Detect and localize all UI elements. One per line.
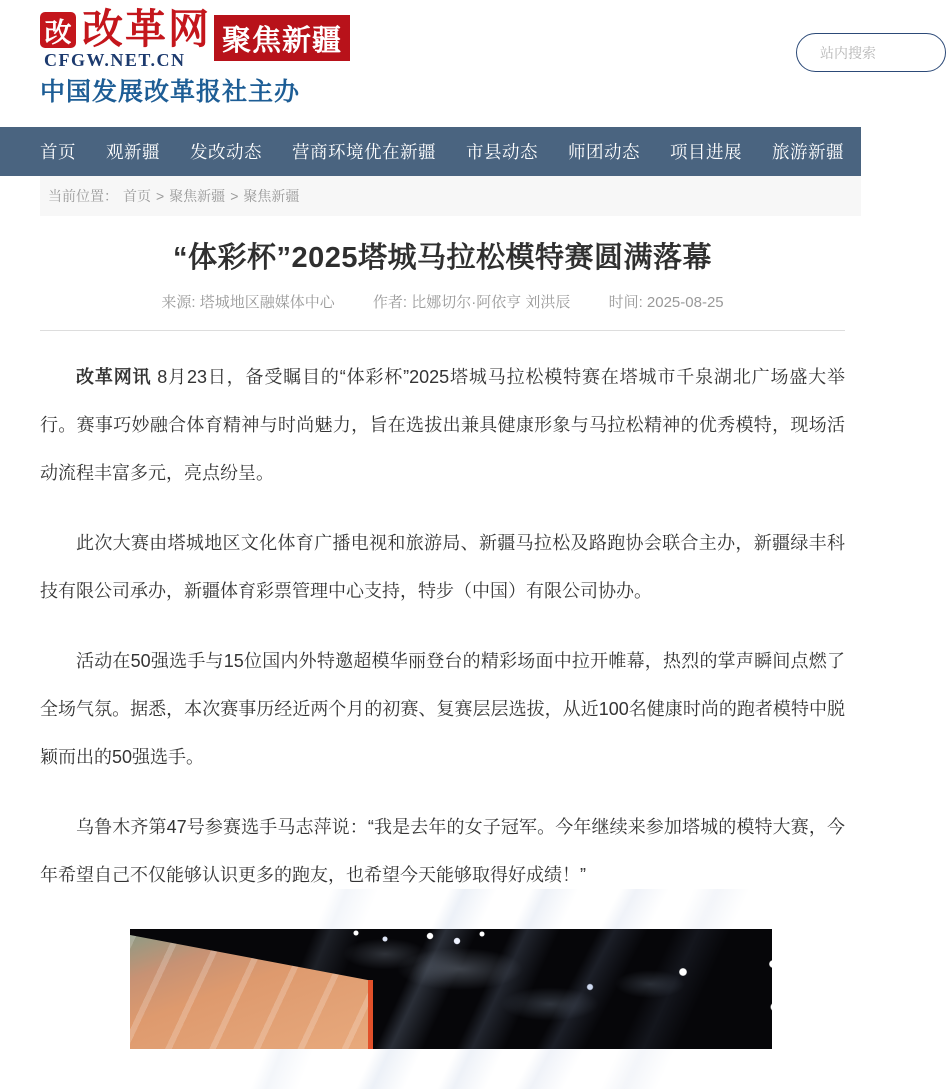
meta-author: 作者: 比娜切尔·阿依亨 刘洪辰 — [372, 294, 571, 311]
paragraph-3: 活动在50强选手与15位国内外特邀超模华丽登台的精彩场面中拉开帷幕，热烈的掌声瞬间点燃了全场气氛。据悉，本次赛事历经近两个月的初赛、复赛层层选拔，从近100名健康时尚的跑者模特中脱颖而出的50强选手。 — [40, 651, 845, 767]
nav-item-home[interactable]: 首页 — [40, 142, 76, 162]
nav-item-guan-xinjiang[interactable]: 观新疆 — [106, 142, 160, 162]
breadcrumb-prefix: 当前位置： — [48, 188, 118, 204]
site-logo[interactable] — [40, 8, 350, 71]
breadcrumb — [40, 176, 861, 216]
paragraph-2: 此次大赛由塔城地区文化体育广播电视和旅游局、新疆马拉松及路跑协会联合主办，新疆绿丰科技有限公司承办，新疆体育彩票管理中心支持，特步（中国）有限公司协办。 — [40, 533, 845, 601]
main-nav — [0, 127, 892, 176]
article-meta — [40, 291, 845, 312]
site-subtitle: 中国发展改革报社主办 — [40, 78, 301, 106]
nav-item-fagai-dongtai[interactable]: 发改动态 — [190, 142, 262, 162]
site-header — [0, 0, 861, 127]
breadcrumb-link-section[interactable]: 聚焦新疆 — [243, 188, 300, 204]
breadcrumb-link-channel[interactable]: 聚焦新疆 — [169, 188, 226, 204]
paragraph-1: 改革网讯 8月23日，备受瞩目的“体彩杯”2025塔城马拉松模特赛在塔城市千泉湖北广场盛大举行。赛事巧妙融合体育精神与时尚魅力，旨在选拔出兼具健康形象与马拉松精神的优秀模特，现场活动流程丰富多元，亮点纷呈。 — [40, 367, 846, 483]
site-domain: CFGW.NET.CN — [44, 50, 186, 70]
divider — [40, 330, 845, 331]
nav-item-yingshang-huanjing[interactable]: 营商环境优在新疆 — [292, 142, 436, 162]
breadcrumb-link-home[interactable]: 首页 — [123, 188, 151, 204]
stage-led-screen-edge — [368, 980, 373, 1049]
focus-xinjiang-badge: 聚焦新疆 — [214, 15, 350, 61]
article — [40, 235, 861, 1049]
meta-time: 时间: 2025-08-25 — [608, 294, 724, 311]
site-search[interactable] — [796, 33, 946, 72]
seal-logo-icon: 改 — [40, 12, 76, 48]
article-image — [130, 929, 772, 1049]
article-title: “体彩杯”2025塔城马拉松模特赛圆满落幕 — [172, 242, 712, 274]
site-name: 改革网 — [82, 6, 211, 52]
article-body — [40, 353, 845, 899]
breadcrumb-separator: > — [156, 188, 165, 204]
search-input[interactable] — [797, 45, 945, 61]
nav-item-lvyou-xinjiang[interactable]: 旅游新疆 — [772, 142, 844, 162]
nav-item-xiangmu-jinzhan[interactable]: 项目进展 — [670, 142, 742, 162]
nav-item-shituan-dongtai[interactable]: 师团动态 — [568, 142, 640, 162]
nav-item-truncated[interactable]: 金 — [874, 142, 892, 162]
paragraph-4: 乌鲁木齐第47号参赛选手马志萍说：“我是去年的女子冠军。今年继续来参加塔城的模特大赛，今年希望自己不仅能够认识更多的跑友，也希望今天能够取得好成绩！” — [40, 817, 845, 885]
nav-item-shixian-dongtai[interactable]: 市县动态 — [466, 142, 538, 162]
meta-source: 来源: 塔城地区融媒体中心 — [161, 294, 335, 311]
breadcrumb-separator: > — [230, 188, 239, 204]
